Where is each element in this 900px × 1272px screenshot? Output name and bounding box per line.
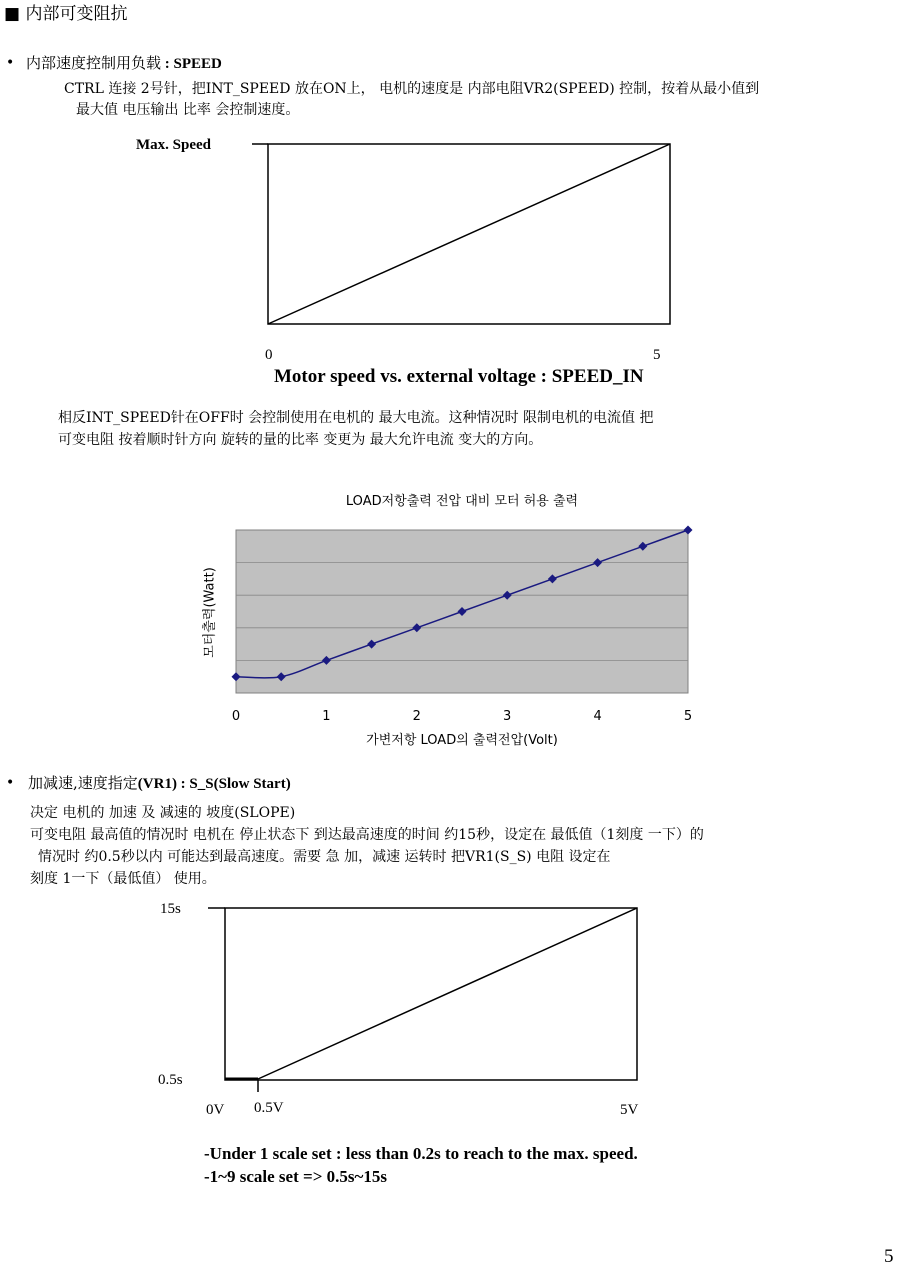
chart-ylabel: 모터출력(Watt) xyxy=(202,567,218,658)
chart-x-tick-label: 2 xyxy=(412,709,421,724)
section2-title-text: 加减速,速度指定 xyxy=(28,774,138,792)
chart-title: LOAD저항출력 전압 대비 모터 허용 출력 xyxy=(345,494,579,509)
chart-x-tick-label: 5 xyxy=(683,709,693,724)
section1-bullet: • xyxy=(6,55,15,71)
section1-para2-line1: 相反INT_SPEED针在OFF时 会控制使用在电机的 最大电流。这种情况时 限制电机的电流值 把 xyxy=(58,410,654,426)
section1-title-bold: : SPEED xyxy=(161,56,222,72)
fig3-y-top: 15s xyxy=(160,901,181,917)
section1-title-text: 内部速度控制用负载 xyxy=(26,54,162,72)
section1-para-line2: 最大值 电压输出 比率 会控制速度。 xyxy=(76,102,300,118)
section2-line2: 可变电阻 最高值的情况时 电机在 停止状态下 到达最高速度的时间 约15秒，设定在 最低值（1刻度 一下）的 xyxy=(30,827,704,843)
page-number: 5 xyxy=(884,1246,894,1267)
section1-para2-line2: 可变电阻 按着顺时针方向 旋转的量的比率 变更为 最大允许电流 变大的方向。 xyxy=(58,432,543,448)
chart-x-tick-label: 4 xyxy=(593,709,602,724)
chart-xlabel: 가변저항 LOAD의 출력전압(Volt) xyxy=(366,733,558,748)
fig3-note2: -1~9 scale set => 0.5s~15s xyxy=(204,1167,387,1186)
section2-line4: 刻度 1一下（最低值） 使用。 xyxy=(30,871,216,887)
fig1-caption: Motor speed vs. external voltage : SPEED_IN xyxy=(274,366,644,387)
chart-x-tick-label: 0 xyxy=(231,709,241,724)
section2-bullet: • xyxy=(6,775,15,791)
fig3-ramp-line xyxy=(258,908,637,1079)
section2-line1: 决定 电机的 加速 及 减速的 坡度(SLOPE) xyxy=(30,805,296,821)
fig3-frame xyxy=(225,908,637,1080)
heading-marker: ■ xyxy=(4,4,21,24)
fig1-x0: 0 xyxy=(265,347,273,363)
section2-line3: 情况时 约0.5秒以内 可能达到最高速度。需要 急 加，减速 运转时 把VR1(S_S) 电阻 设定在 xyxy=(38,849,611,865)
heading-title: 内部可变阻抗 xyxy=(25,4,128,24)
chart-x-tick-label: 3 xyxy=(503,709,512,724)
fig1-ylabel: Max. Speed xyxy=(136,137,211,153)
section1-para-line1: CTRL 连接 2号针，把INT_SPEED 放在ON上， 电机的速度是 内部电阻VR2(SPEED) 控制，按着从最小值到 xyxy=(64,81,760,97)
section2-title-bold: (VR1) : S_S(Slow Start) xyxy=(137,776,291,792)
chart-x-tick-label: 1 xyxy=(322,709,331,724)
fig3-note1: -Under 1 scale set : less than 0.2s to reach to the max. speed. xyxy=(204,1144,638,1163)
fig3-x0: 0V xyxy=(206,1102,225,1118)
fig1-x1: 5 xyxy=(653,347,661,363)
fig3-x2: 5V xyxy=(620,1102,639,1118)
fig3-x1: 0.5V xyxy=(254,1100,284,1116)
fig3-y-bottom: 0.5s xyxy=(158,1072,183,1088)
